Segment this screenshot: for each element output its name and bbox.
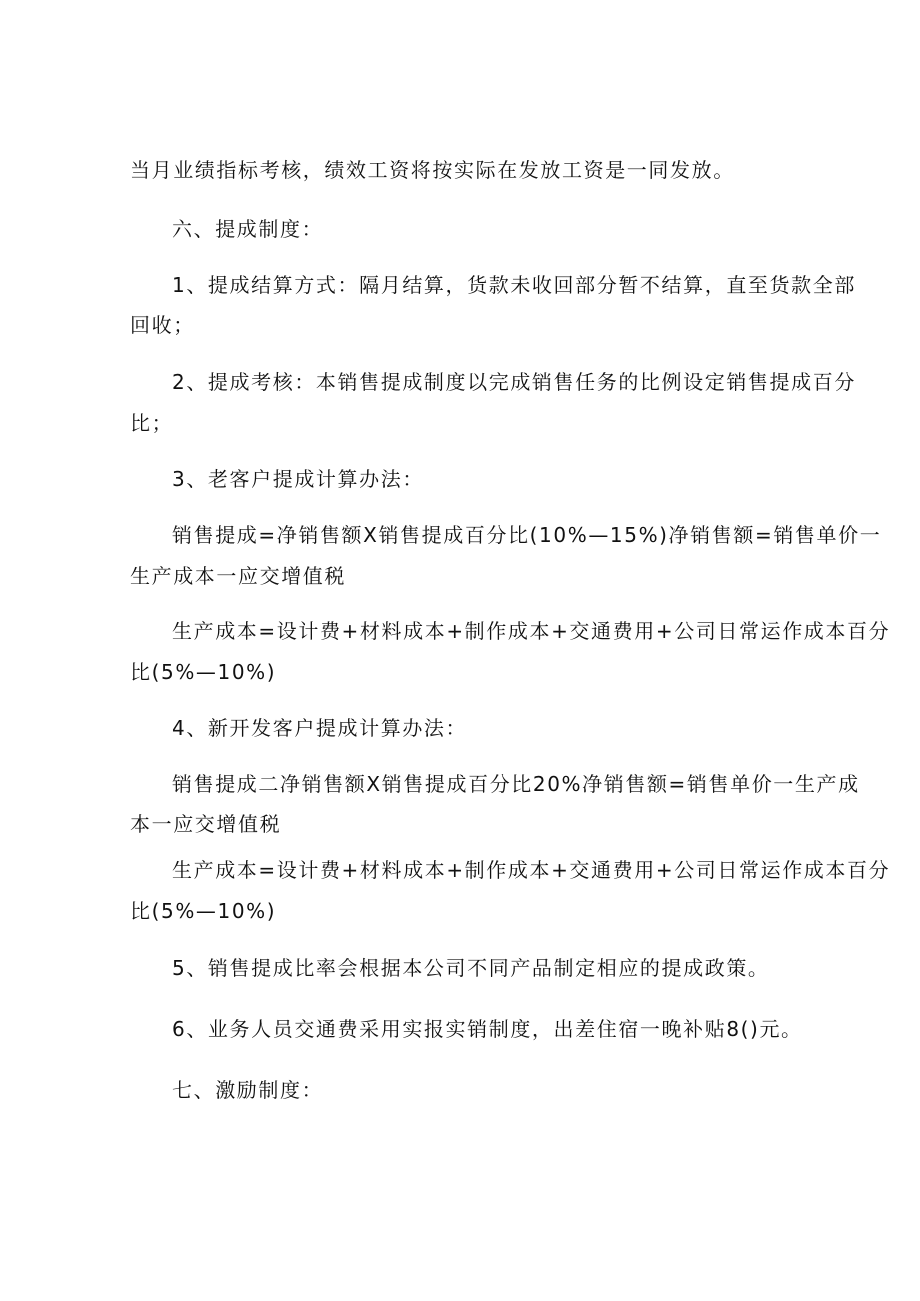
item-2-assessment-cont: 比；: [130, 411, 174, 435]
formula-new-customer: 销售提成二净销售额X销售提成百分比20%净销售额=销售单价一生产成: [172, 772, 860, 796]
item-1-settlement-cont: 回收；: [130, 313, 195, 337]
item-3-heading: 3、老客户提成计算办法：: [172, 467, 424, 491]
formula-old-customer-cont: 生产成本一应交增值税: [130, 564, 346, 588]
item-5-commission-rate: 5、销售提成比率会根据本公司不同产品制定相应的提成政策。: [172, 956, 770, 980]
formula-production-cost-1: 生产成本=设计费+材料成本+制作成本+交通费用+公司日常运作成本百分: [172, 619, 891, 643]
section-heading-commission: 六、提成制度：: [172, 217, 324, 241]
formula-production-cost-2-cont: 比(5%—10%): [130, 899, 277, 923]
item-2-assessment: 2、提成考核：本销售提成制度以完成销售任务的比例设定销售提成百分: [172, 370, 856, 394]
formula-production-cost-1-cont: 比(5%—10%): [130, 660, 277, 684]
formula-new-customer-cont: 本一应交增值税: [130, 812, 282, 836]
section-heading-incentive: 七、激励制度：: [172, 1078, 324, 1102]
item-1-settlement: 1、提成结算方式：隔月结算，货款未收回部分暂不结算，直至货款全部: [172, 273, 856, 297]
text-line-performance-pay: 当月业绩指标考核，绩效工资将按实际在发放工资是一同发放。: [130, 158, 735, 182]
item-4-heading: 4、新开发客户提成计算办法：: [172, 716, 468, 740]
item-6-travel-allowance: 6、业务人员交通费采用实报实销制度，出差住宿一晚补贴8()元。: [172, 1017, 803, 1041]
formula-old-customer: 销售提成=净销售额X销售提成百分比(10%—15%)净销售额=销售单价一: [172, 523, 882, 547]
formula-production-cost-2: 生产成本=设计费+材料成本+制作成本+交通费用+公司日常运作成本百分: [172, 858, 891, 882]
